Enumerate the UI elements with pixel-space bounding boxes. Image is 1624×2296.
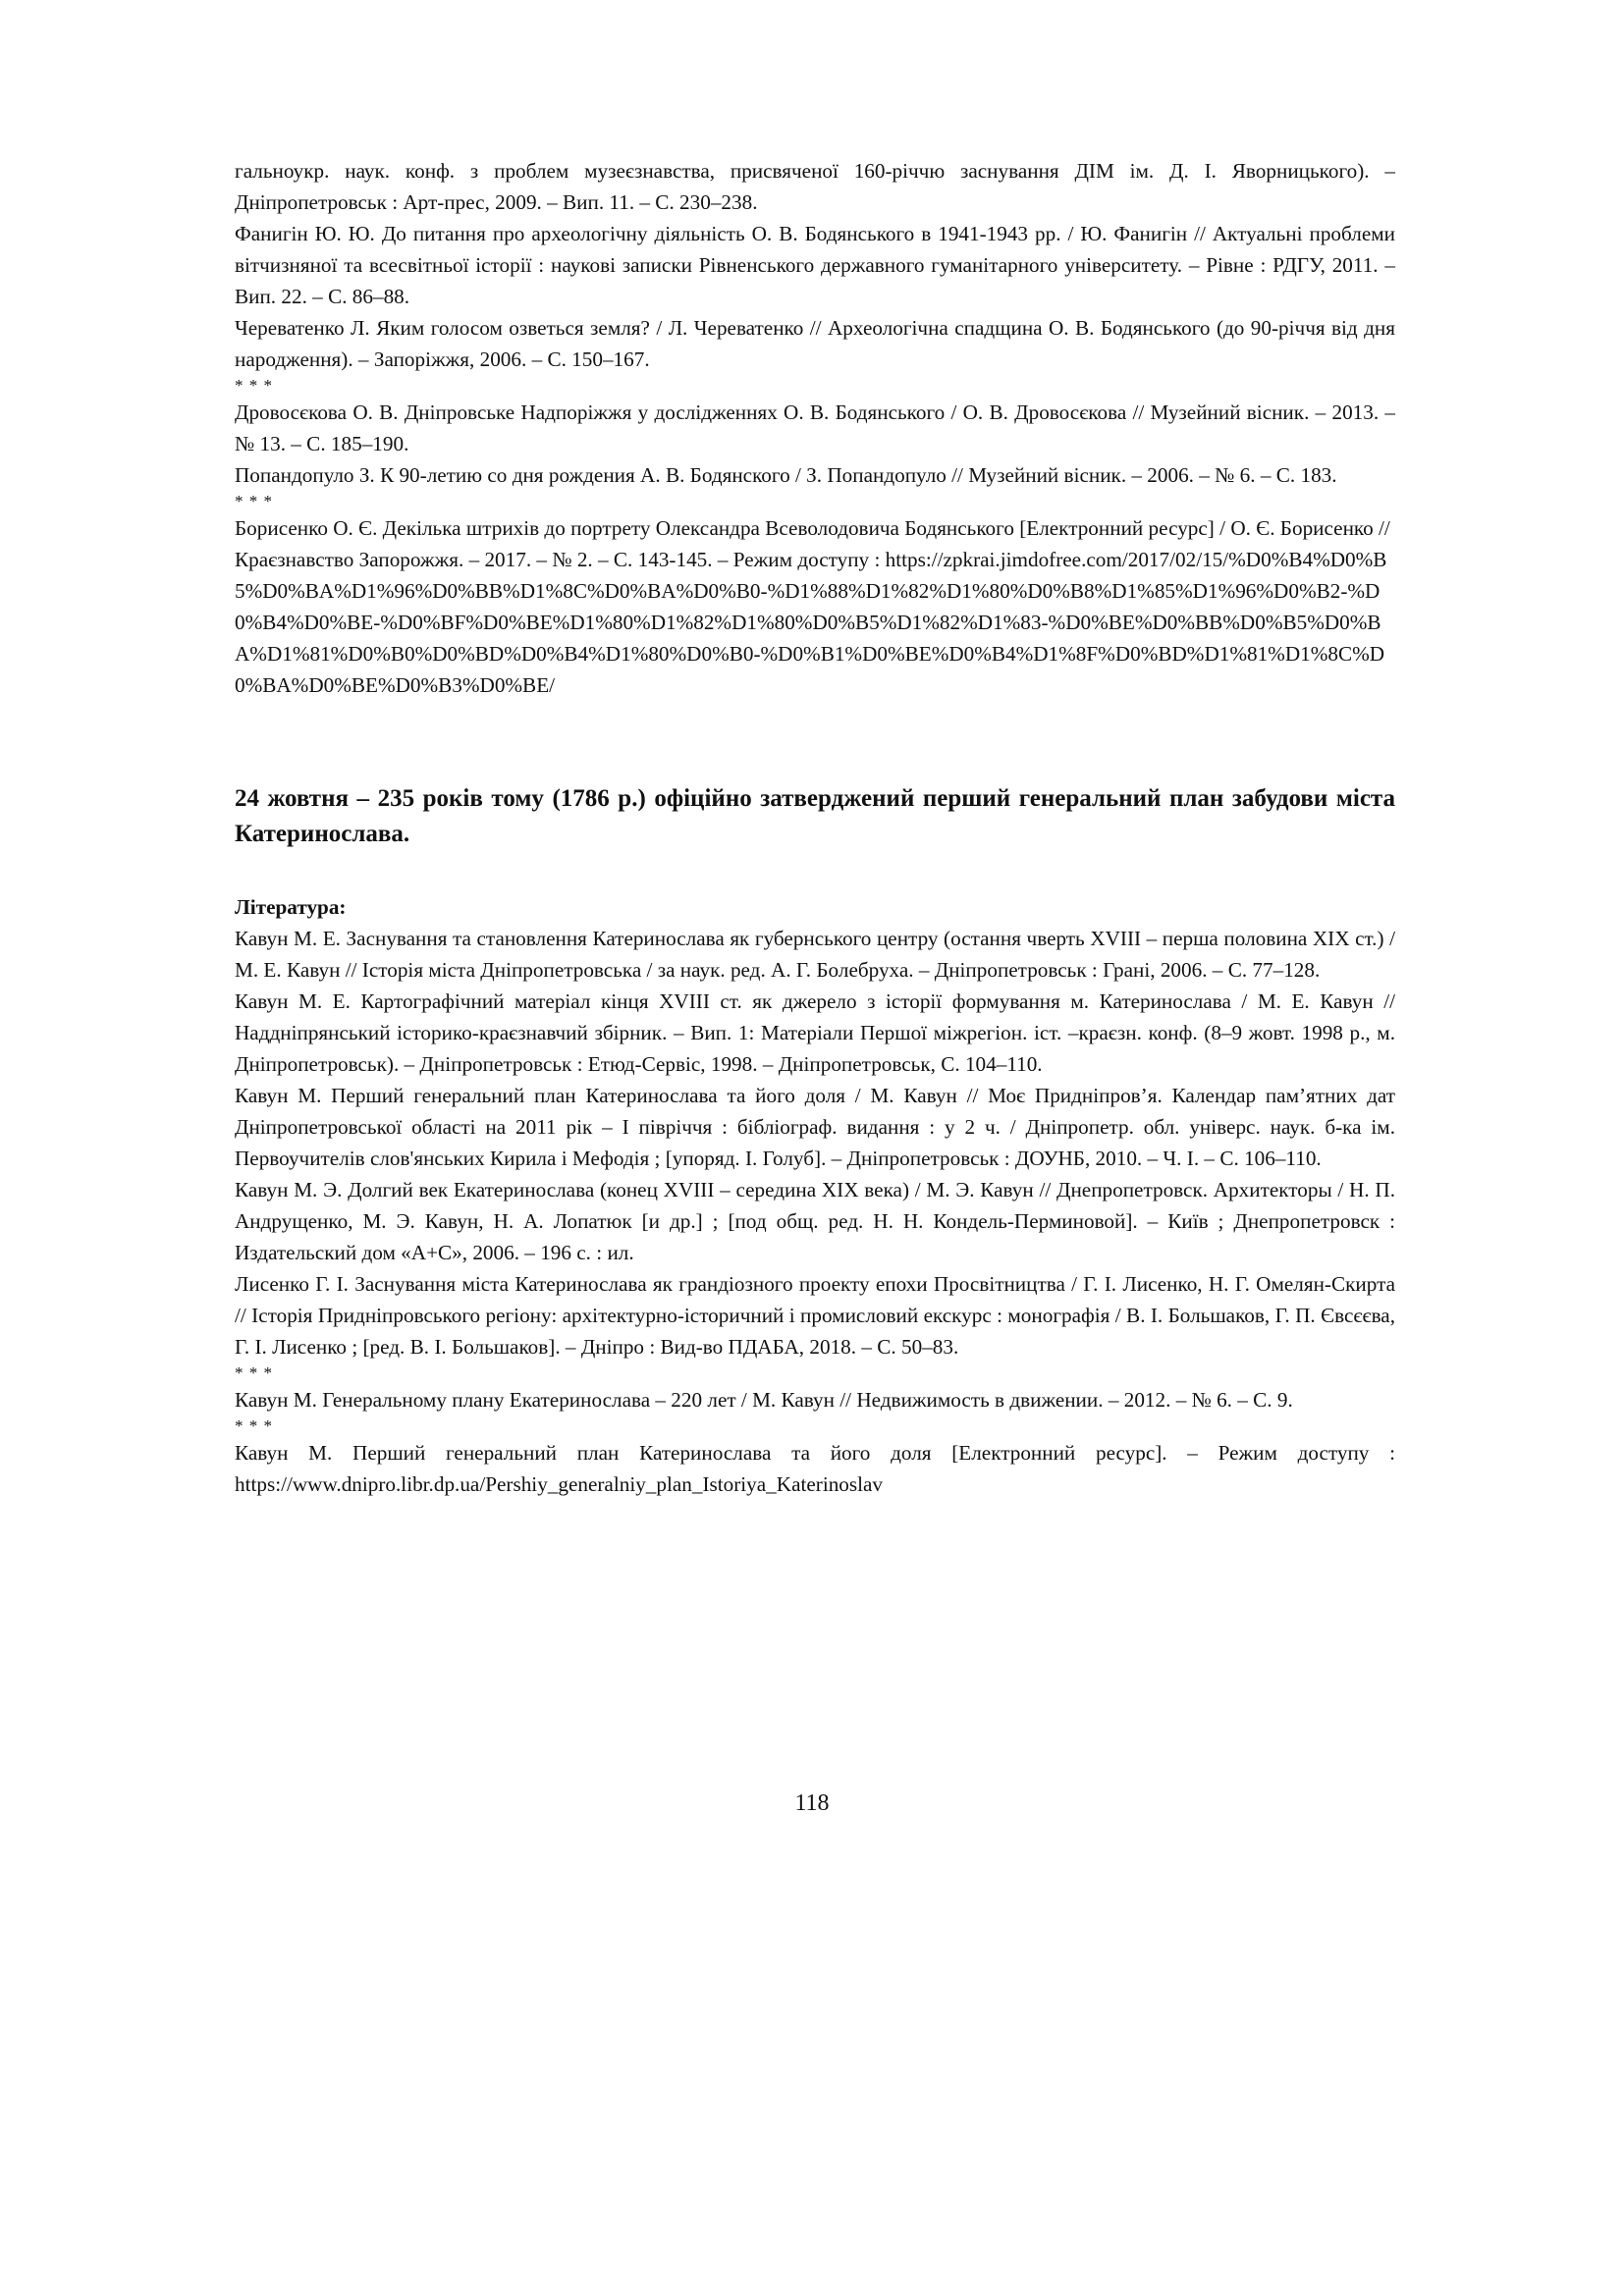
section-title: 24 жовтня – 235 років тому (1786 р.) офіційно затверджений перший генеральний план забудови міста Катеринослава.: [235, 785, 1395, 847]
reference-entry: Кавун М. Е. Картографічний матеріал кінця XVIII ст. як джерело з історії формування м. Катеринослава / М. Е. Кавун // Наддніпрянський історико-краєзнавчий збірник. – Вип. 1: Матеріали Першої міжрегіон. іст. –краєзн. конф. (8–9 жовт. 1998 р., м. Дніпропетровськ). – Дніпропетровськ : Етюд-Сервіс, 1998. – Дніпропетровськ, С. 104–110.: [235, 989, 1395, 1076]
reference-entry: Лисенко Г. І. Заснування міста Катеринослава як грандіозного проекту епохи Просвітництва / Г. І. Лисенко, Н. Г. Омелян-Скирта // Історія Придніпровського регіону: архітектурно-історичний і промисловий екскурс : монографія / В. І. Большаков, Г. П. Євсєєва, Г. І. Лисенко ; [ред. В. І. Большаков]. – Дніпро : Вид-во ПДАБА, 2018. – С. 50–83.: [235, 1272, 1395, 1359]
separator: * * *: [235, 492, 273, 510]
reference-entry: Дровосєкова О. В. Дніпровське Надпоріжжя у дослідженнях О. В. Бодянського / О. В. Дровосєкова // Музейний вісник. – 2013. – № 13. – С. 185–190.: [235, 400, 1395, 455]
page-number: 118: [794, 1790, 830, 1816]
reference-entry: Фанигін Ю. Ю. До питання про археологічну діяльність О. В. Бодянського в 1941-1943 рр. / Ю. Фанигін // Актуальні проблеми вітчизняної та всесвітньої історії : наукові записки Рівненського державного гуманітарного університету. – Рівне : РДГУ, 2011. – Вип. 22. – С. 86–88.: [235, 222, 1395, 308]
reference-entry: Череватенко Л. Яким голосом озветься земля? / Л. Череватенко // Археологічна спадщина О. В. Бодянського (до 90-річчя від дня народження). – Запоріжжя, 2006. – С. 150–167.: [235, 316, 1395, 371]
literature-label: Література:: [235, 895, 347, 919]
reference-entry: Кавун М. Е. Заснування та становлення Катеринослава як губернського центру (остання чверть XVIII – перша половина XIX ст.) / М. Е. Кавун // Історія міста Дніпропетровська / за наук. ред. А. Г. Болебруха. – Дніпропетровськ : Грані, 2006. – С. 77–128.: [235, 927, 1395, 982]
reference-entry: гальноукр. наук. конф. з проблем музеєзнавства, присвяченої 160-річчю заснування ДІМ ім. Д. І. Яворницького). – Дніпропетровськ : Арт-прес, 2009. – Вип. 11. – С. 230–238.: [235, 159, 1395, 214]
separator: * * *: [235, 376, 273, 395]
reference-entry: Кавун М. Перший генеральний план Катеринослава та його доля [Електронний ресурс]. – Режим доступу : https://www.dnipro.libr.dp.ua/Pershiy_generalniy_plan_Istoriya_Katerinoslav: [235, 1441, 1395, 1496]
reference-entry: Кавун М. Генеральному плану Екатеринослава – 220 лет / М. Кавун // Недвижимость в движении. – 2012. – № 6. – С. 9.: [235, 1388, 1293, 1412]
reference-entry: Кавун М. Перший генеральний план Катеринослава та його доля / М. Кавун // Моє Придніпров’я. Календар пам’ятних дат Дніпропетровської області на 2011 рік – I півріччя : бібліограф. видання : у 2 ч. / Дніпропетр. обл. універс. наук. б-ка ім. Первоучителів слов'янських Кирила і Мефодія ; [упоряд. І. Голуб]. – Дніпропетровськ : ДОУНБ, 2010. – Ч. I. – С. 106–110.: [235, 1084, 1395, 1170]
reference-entry: Борисенко О. Є. Декілька штрихів до портрету Олександра Всеволодовича Бодянського [Електронний ресурс] / О. Є. Борисенко // Краєзнавство Запорожжя. – 2017. – № 2. – С. 143-145. – Режим доступу : https://zpkrai.jimdofree.com/2017/02/15/%D0%B4%D0%B5%D0%BA%D1%96%D0%BB%D1%8C%D0%BA%D0%B0-%D1%88%D1%82%D1%80%D0%B8%D1%85%D1%96%D0%B2-%D0%B4%D0%BE-%D0%BF%D0%BE%D1%80%D1%82%D1%80%D0%B5%D1%82%D1%83-%D0%BE%D0%BB%D0%B5%D0%BA%D1%81%D0%B0%D0%BD%D0%B4%D1%80%D0%B0-%D0%B1%D0%BE%D0%B4%D1%8F%D0%BD%D1%81%D1%8C%D0%BA%D0%BE%D0%B3%D0%BE/: [235, 516, 1390, 697]
page-body: [235, 155, 1395, 1500]
reference-entry: Попандопуло З. К 90-летию со дня рождения А. В. Бодянского / З. Попандопуло // Музейний вісник. – 2006. – № 6. – С. 183.: [235, 463, 1337, 487]
separator: * * *: [235, 1416, 273, 1435]
reference-entry: Кавун М. Э. Долгий век Екатеринослава (конец XVIII – середина XIX века) / М. Э. Кавун // Днепропетровск. Архитекторы / Н. П. Андрущенко, М. Э. Кавун, Н. А. Лопатюк [и др.] ; [под общ. ред. Н. Н. Кондель-Перминовой]. – Київ ; Днепропетровск : Издательский дом «А+С», 2006. – 196 с. : ил.: [235, 1178, 1395, 1264]
separator: * * *: [235, 1363, 273, 1382]
